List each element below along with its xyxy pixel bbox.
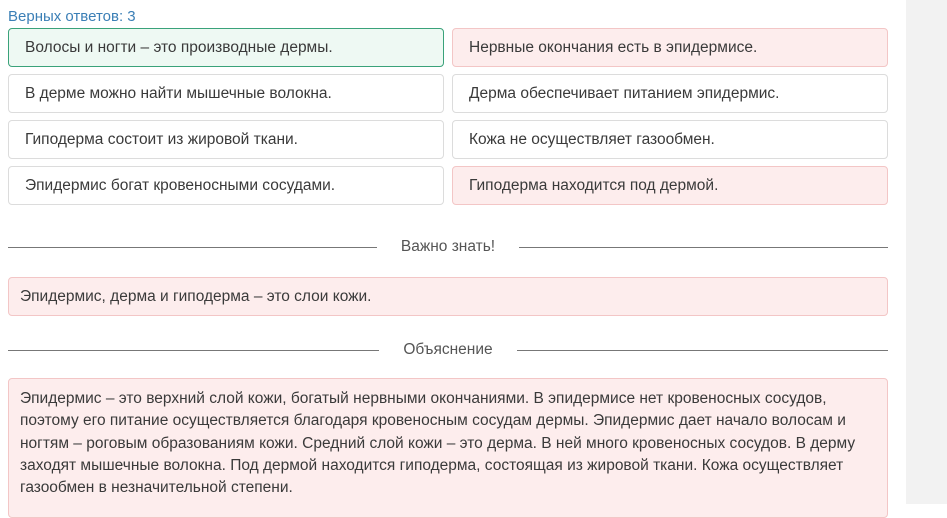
score-label: Верных ответов: 3 — [8, 8, 136, 25]
answer-option-3[interactable]: В дерме можно найти мышечные волокна. — [8, 74, 444, 113]
divider-line-left — [8, 350, 379, 351]
divider-line-left — [8, 247, 377, 248]
divider-line-right — [519, 247, 888, 248]
answer-option-1[interactable]: Волосы и ногти – это производные дермы. — [8, 28, 444, 67]
answer-option-8[interactable]: Гиподерма находится под дермой. — [452, 166, 888, 205]
answer-option-5[interactable]: Гиподерма состоит из жировой ткани. — [8, 120, 444, 159]
answer-option-4[interactable]: Дерма обеспечивает питанием эпидермис. — [452, 74, 888, 113]
answer-option-7[interactable]: Эпидермис богат кровеносными сосудами. — [8, 166, 444, 205]
explanation-heading: Объяснение — [403, 341, 493, 358]
answer-option-2[interactable]: Нервные окончания есть в эпидермисе. — [452, 28, 888, 67]
explanation-divider — [8, 341, 888, 359]
answer-options-grid — [8, 28, 888, 205]
right-sidebar — [906, 0, 947, 504]
important-note: Эпидермис, дерма и гиподерма – это слои кожи. — [8, 277, 888, 316]
divider-line-right — [517, 350, 888, 351]
explanation-text: Эпидермис – это верхний слой кожи, богатый нервными окончаниями. В эпидермисе нет кровеносных сосудов, поэтому его питание осуществляется благодаря кровеносным сосудам дермы. Эпидермис дает начало волосам и ногтям – роговым образованиям кожи. Средний слой кожи – это дерма. В ней много кровеносных сосудов. В дерму заходят мышечные волокна. Под дермой находится гиподерма, состоящая из жировой ткани. Кожа осуществляет газообмен в незначительной степени. — [8, 378, 888, 518]
answer-option-6[interactable]: Кожа не осуществляет газообмен. — [452, 120, 888, 159]
important-heading: Важно знать! — [400, 238, 496, 255]
important-divider — [8, 238, 888, 256]
